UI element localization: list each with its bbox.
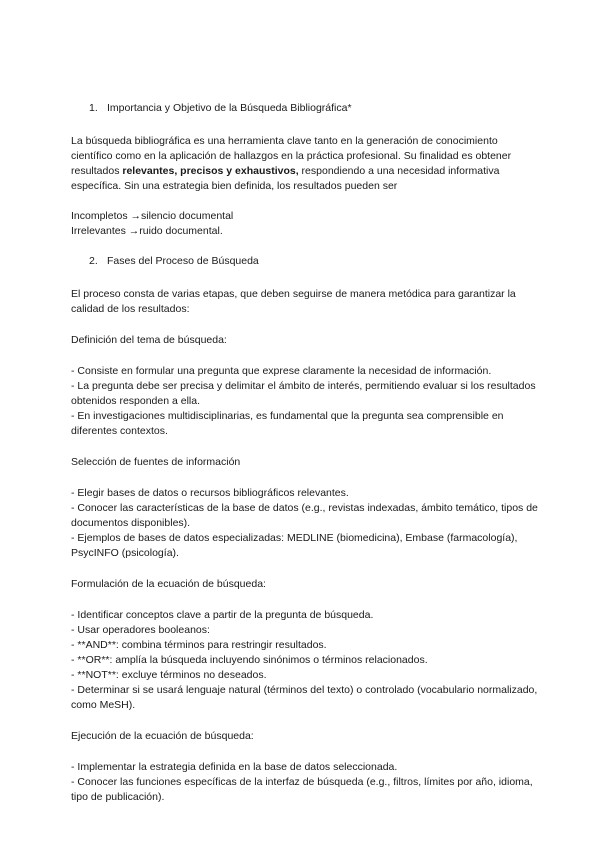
operator-or: - **OR**: amplía la búsqueda incluyendo sinónimos o términos relacionados. <box>71 654 428 666</box>
document-page <box>71 101 541 805</box>
section-2-intro: El proceso consta de varias etapas, que deben seguirse de manera metódica para garantizar la calidad de los resultados: <box>71 288 516 315</box>
list-item: - Conocer las características de la base de datos (e.g., revistas indexadas, ámbito temático, tipos de documentos disponibles). <box>71 502 538 529</box>
list-item: - Conocer las funciones específicas de la interfaz de búsqueda (e.g., filtros, límites por año, idioma, tipo de publicación). <box>71 776 533 803</box>
list-item: - Identificar conceptos clave a partir de la pregunta de búsqueda. <box>71 609 374 621</box>
list-item: - Determinar si se usará lenguaje natural (términos del texto) o controlado (vocabulario normalizado, como MeSH). <box>71 684 538 711</box>
phase-2-list <box>71 485 541 561</box>
list-item: - Usar operadores booleanos: <box>71 624 210 636</box>
paragraph-text-before: La búsqueda bibliográfica es una herramienta clave tanto en la generación de conocimiento científico como en la aplicación de hallazgos en la práctica profesional. Su finalidad es obtener resultados <box>71 135 512 177</box>
paragraph-text-after: respondiendo a una necesidad informativa específica. Sin una estrategia bien definida, los resultados pueden ser <box>71 165 500 192</box>
phase-2-title: Selección de fuentes de información <box>71 456 241 468</box>
operator-and: - **AND**: combina términos para restringir resultados. <box>71 639 327 651</box>
list-item: - Implementar la estrategia definida en la base de datos seleccionada. <box>71 761 398 773</box>
paragraph-bold-text: relevantes, precisos y exhaustivos, <box>122 165 299 177</box>
operator-not: - **NOT**: excluye términos no deseados. <box>71 669 267 681</box>
list-item: - La pregunta debe ser precisa y delimitar el ámbito de interés, permitiendo evaluar si los resultados obtenidos responden a ella. <box>71 380 536 407</box>
phase-1-title: Definición del tema de búsqueda: <box>71 334 227 346</box>
list-item: - Elegir bases de datos o recursos bibliográficos relevantes. <box>71 487 349 499</box>
list-item: - Ejemplos de bases de datos especializadas: MEDLINE (biomedicina), Embase (farmacología), PsycINFO (psicología). <box>71 532 518 559</box>
section-1-heading <box>71 101 541 116</box>
section-1-paragraph <box>71 132 541 194</box>
result-line-incomplete: Incompletos →silencio documental <box>71 210 234 222</box>
section-2-heading <box>71 254 541 269</box>
section-2-title: Fases del Proceso de Búsqueda <box>107 255 259 267</box>
phase-3-list <box>71 607 541 713</box>
phase-4-title: Ejecución de la ecuación de búsqueda: <box>71 730 254 742</box>
list-item: - Consiste en formular una pregunta que exprese claramente la necesidad de información. <box>71 365 492 377</box>
section-1-title: Importancia y Objetivo de la Búsqueda Bibliográfica* <box>107 102 352 114</box>
phase-1-list <box>71 363 541 439</box>
phase-4-list <box>71 759 541 805</box>
list-item: - En investigaciones multidisciplinarias, es fundamental que la pregunta sea comprensible en diferentes contextos. <box>71 410 504 437</box>
result-line-irrelevant: Irrelevantes →ruido documental. <box>71 225 223 237</box>
section-1-number: 1. <box>89 102 98 114</box>
section-2-number: 2. <box>89 255 98 267</box>
phase-3-title: Formulación de la ecuación de búsqueda: <box>71 578 266 590</box>
